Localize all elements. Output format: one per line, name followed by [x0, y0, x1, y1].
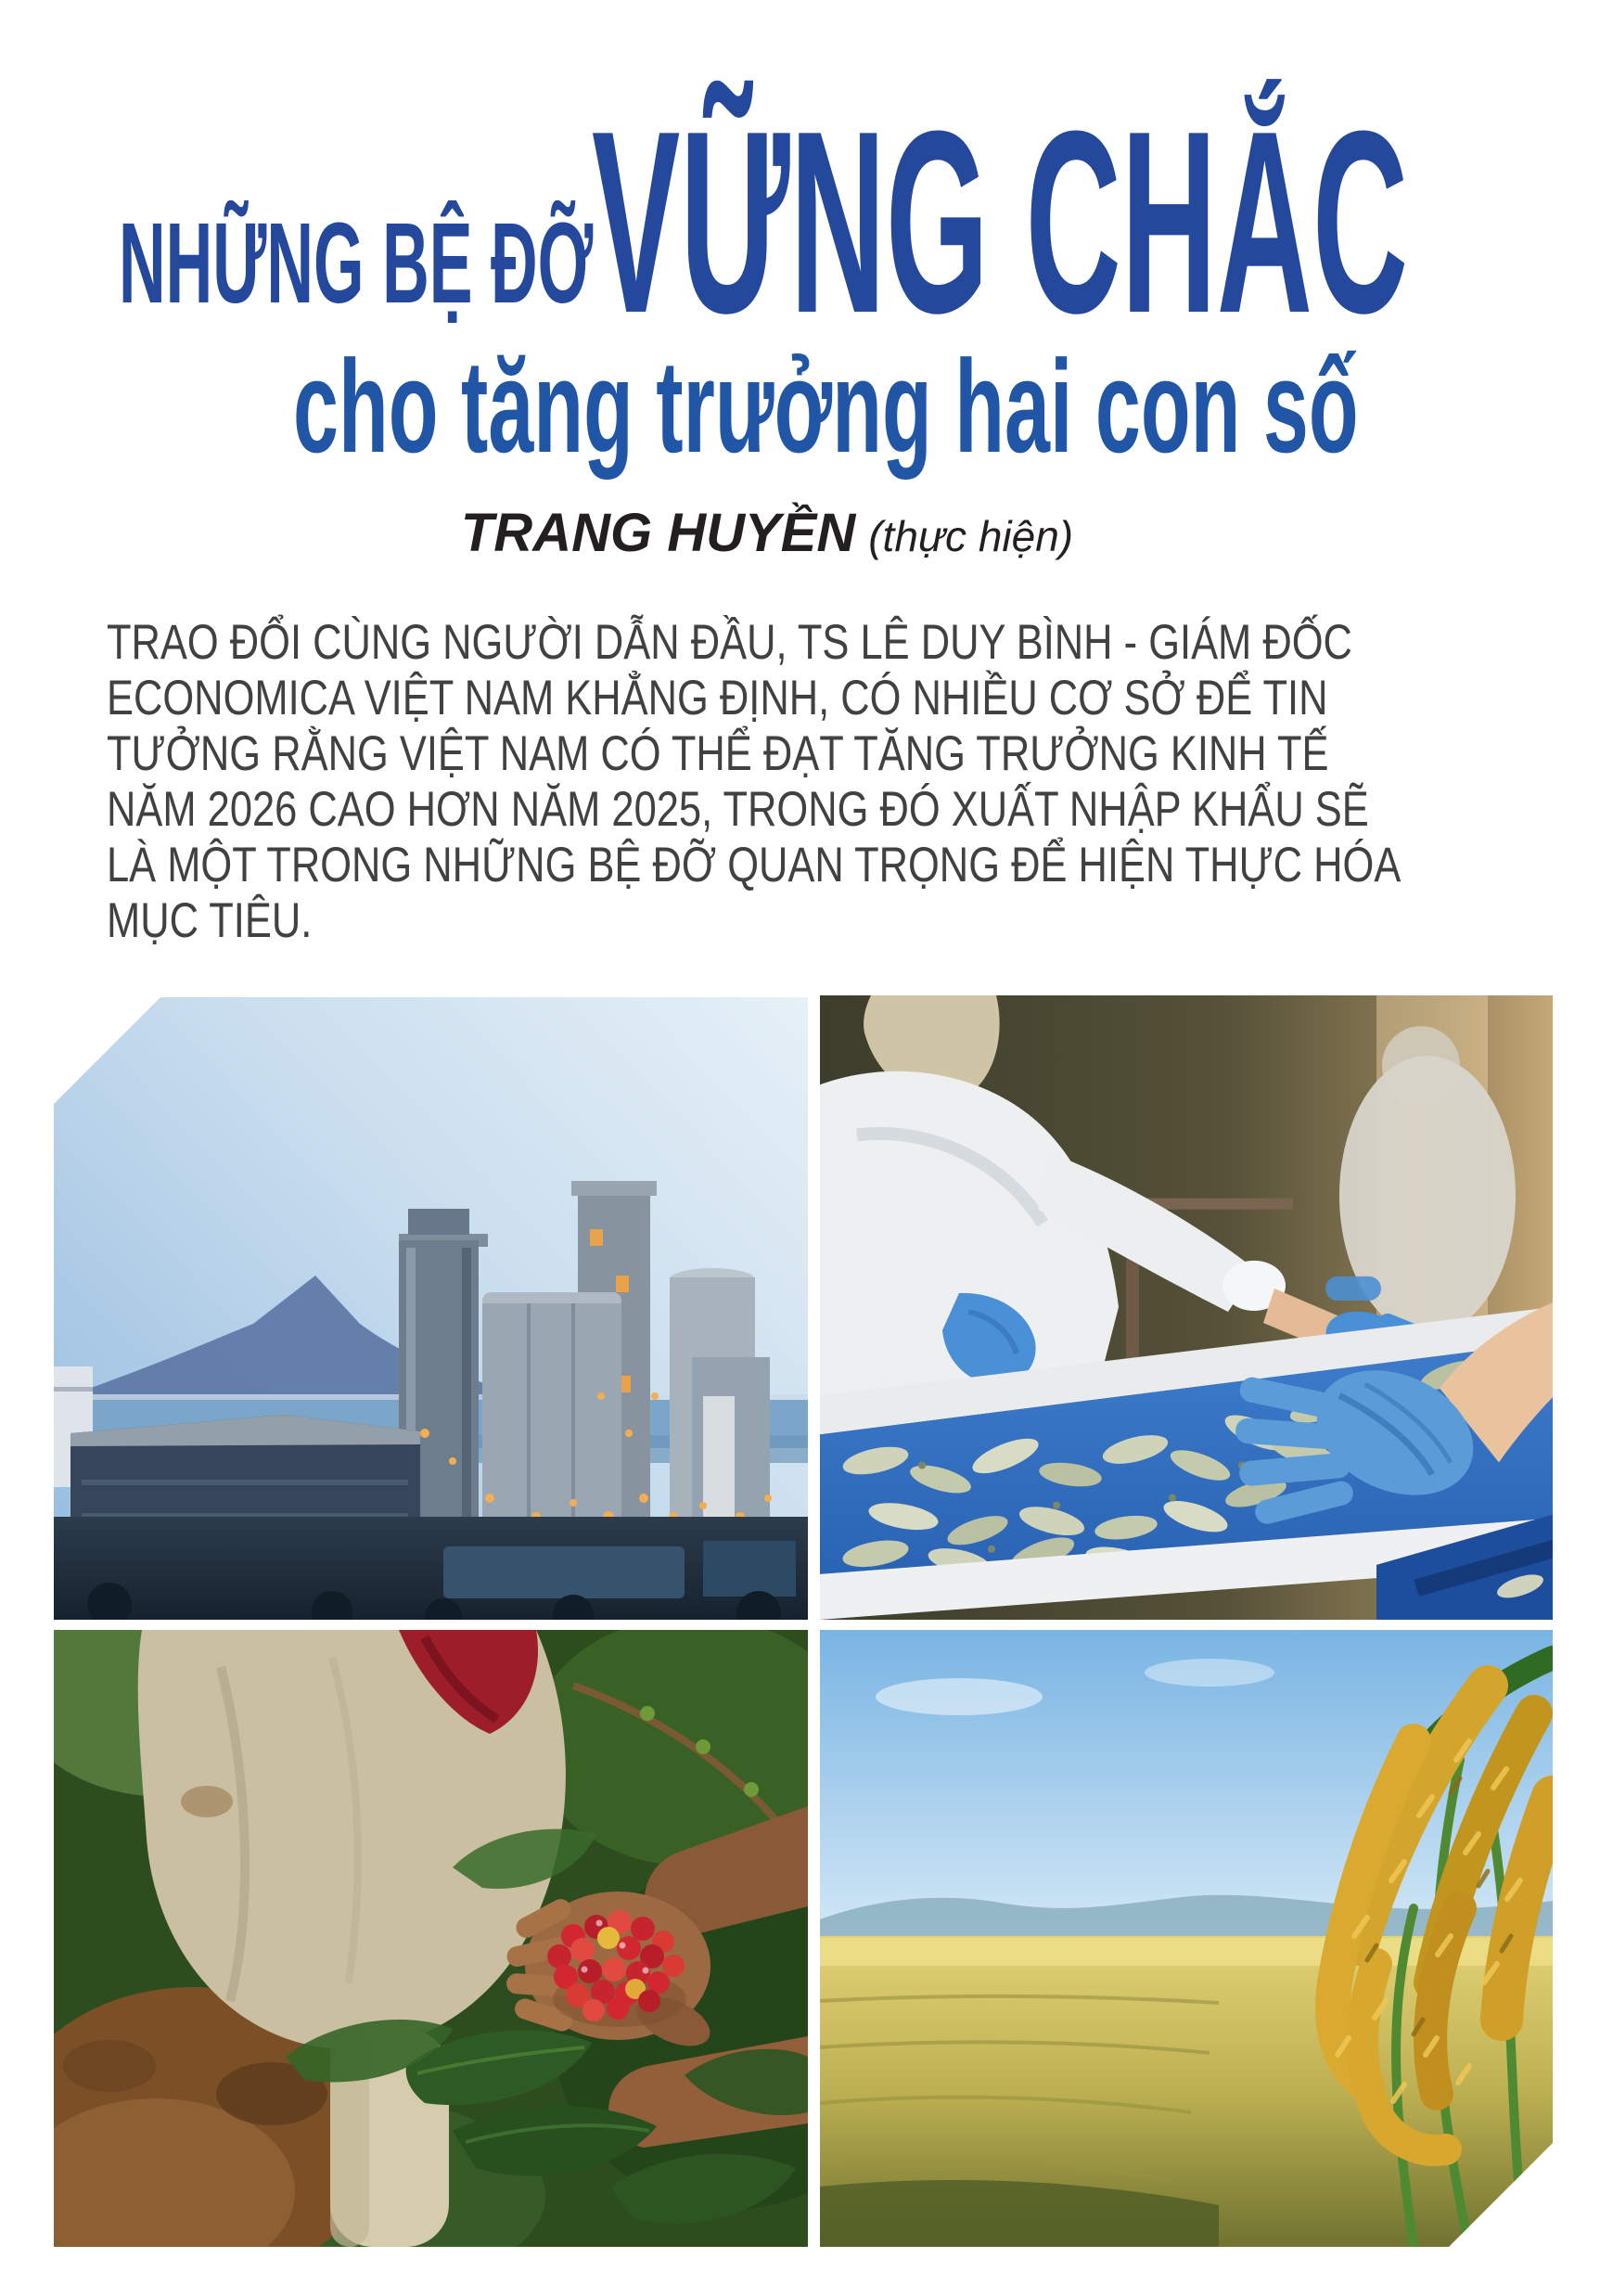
byline-author: TRANG HUYỀN: [460, 503, 856, 563]
intro-paragraph: [107, 615, 1401, 949]
byline: [460, 503, 1074, 563]
coffee-harvest-illustration: [54, 1630, 808, 2247]
headline-emphasis: VỮNG CHẮC: [592, 78, 1409, 367]
intro-line: TRAO ĐỔI CÙNG NGƯỜI DẪN ĐẦU, TS LÊ DUY BÌNH - GIÁM ĐỐC: [107, 615, 1352, 670]
photo-coffee-harvest: [54, 1630, 808, 2247]
headline-kicker: NHỮNG BỆ ĐỠ: [119, 200, 594, 327]
rice-field-illustration: [820, 1630, 1553, 2247]
photo-cement-factory: [54, 997, 808, 1620]
intro-line: LÀ MỘT TRONG NHỮNG BỆ ĐỠ QUAN TRỌNG ĐỂ HIỆN THỰC HÓA: [107, 838, 1402, 892]
intro-line: NĂM 2026 CAO HƠN NĂM 2025, TRONG ĐÓ XUẤT NHẬP KHẨU SẼ: [107, 782, 1369, 837]
headline-subline: cho tăng trưởng hai con số: [293, 333, 1359, 481]
intro-line: MỤC TIÊU.: [107, 893, 313, 948]
intro-line: TƯỞNG RẰNG VIỆT NAM CÓ THỂ ĐẠT TĂNG TRƯỞNG KINH TẾ: [107, 726, 1329, 781]
shrimp-processing-illustration: [820, 995, 1553, 1620]
photo-rice-field: [820, 1630, 1553, 2247]
byline-role: (thực hiện): [868, 512, 1074, 560]
intro-line: ECONOMICA VIỆT NAM KHẲNG ĐỊNH, CÓ NHIỀU CƠ SỞ ĐỂ TIN: [107, 671, 1328, 725]
cement-factory-illustration: [54, 997, 808, 1620]
photo-shrimp-processing: [820, 995, 1553, 1620]
